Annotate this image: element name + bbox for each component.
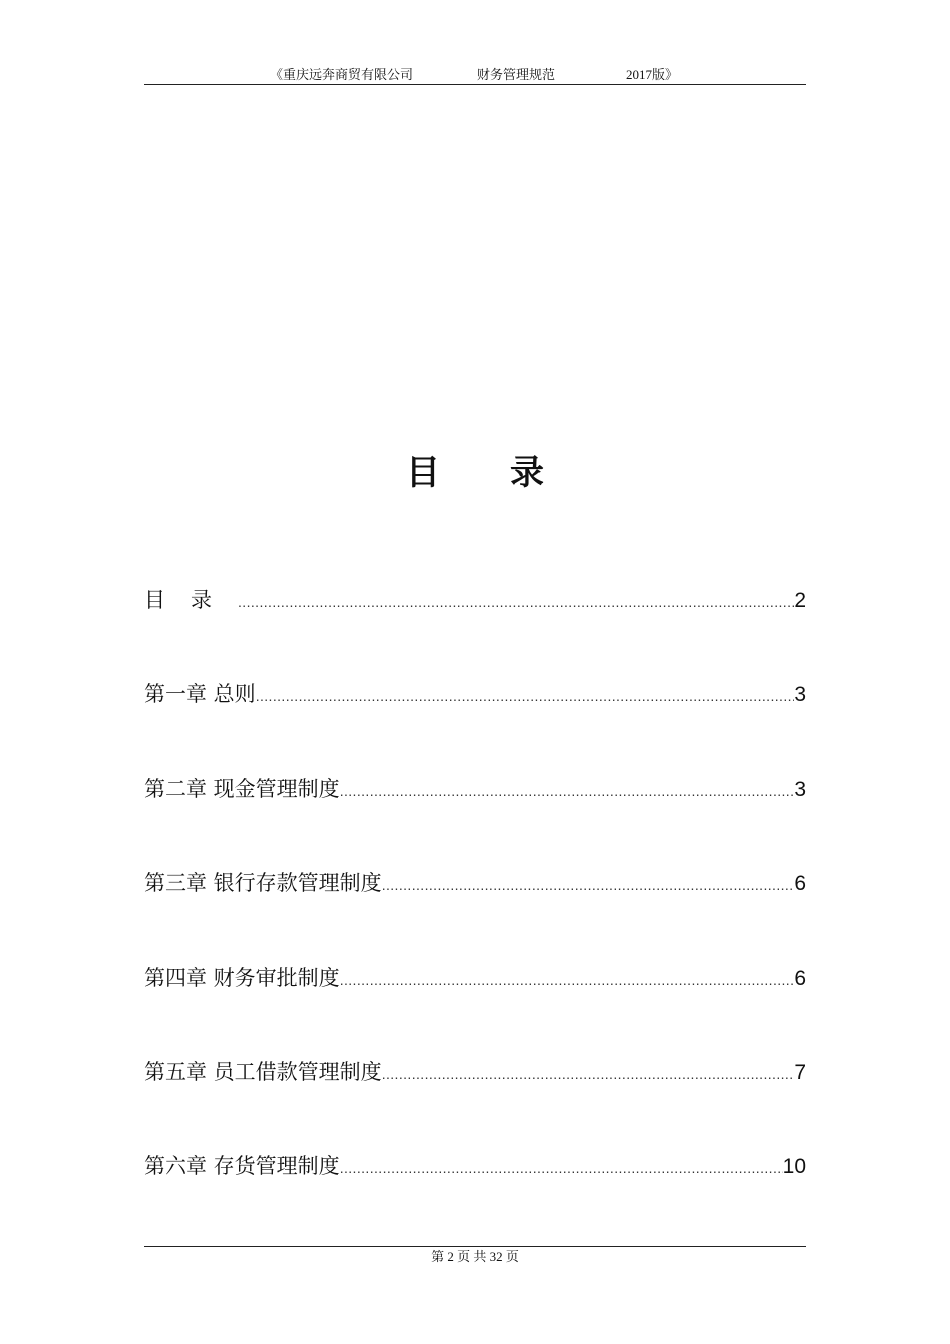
toc-entry-label: 目录 — [144, 588, 238, 612]
toc-leader-dots — [340, 771, 795, 811]
toc-entry-page: 6 — [794, 872, 806, 896]
toc-entry-label: 第一章 总则 — [144, 682, 256, 707]
toc-entry[interactable] — [144, 580, 806, 620]
toc-leader-dots — [340, 1148, 783, 1188]
toc-entry-label: 第二章 现金管理制度 — [144, 776, 340, 801]
toc-entry[interactable] — [144, 1052, 806, 1092]
toc-entry-page: 6 — [794, 966, 806, 990]
toc-entry[interactable] — [144, 863, 806, 903]
page-header — [144, 66, 806, 85]
toc-entry-label: 第六章 存货管理制度 — [144, 1154, 340, 1179]
toc-entry-page: 7 — [794, 1060, 806, 1084]
header-company: 《重庆远奔商贸有限公司 — [270, 67, 414, 82]
toc-leader-dots — [382, 865, 795, 905]
header-version: 2017版》 — [626, 67, 679, 82]
toc-leader-dots — [256, 676, 795, 716]
toc-entry-label: 第四章 财务审批制度 — [144, 965, 340, 990]
toc-entry[interactable] — [144, 958, 806, 998]
toc-entry[interactable] — [144, 674, 806, 714]
header-document-title: 财务管理规范 — [477, 67, 556, 82]
page-footer: 第 2 页 共 32 页 — [144, 1246, 806, 1267]
toc-entry-page: 3 — [794, 777, 806, 801]
toc-entry-label: 第三章 银行存款管理制度 — [144, 871, 382, 896]
toc-leader-dots — [340, 960, 795, 1000]
table-of-contents — [144, 580, 806, 1241]
toc-entry-page: 2 — [794, 589, 806, 612]
toc-leader-dots — [238, 582, 794, 622]
toc-entry[interactable] — [144, 769, 806, 809]
toc-leader-dots — [382, 1054, 795, 1094]
toc-entry-page: 10 — [782, 1155, 806, 1179]
toc-entry-page: 3 — [794, 683, 806, 707]
toc-title: 目录 — [406, 453, 614, 493]
toc-entry-label: 第五章 员工借款管理制度 — [144, 1059, 382, 1084]
toc-entry[interactable] — [144, 1146, 806, 1186]
